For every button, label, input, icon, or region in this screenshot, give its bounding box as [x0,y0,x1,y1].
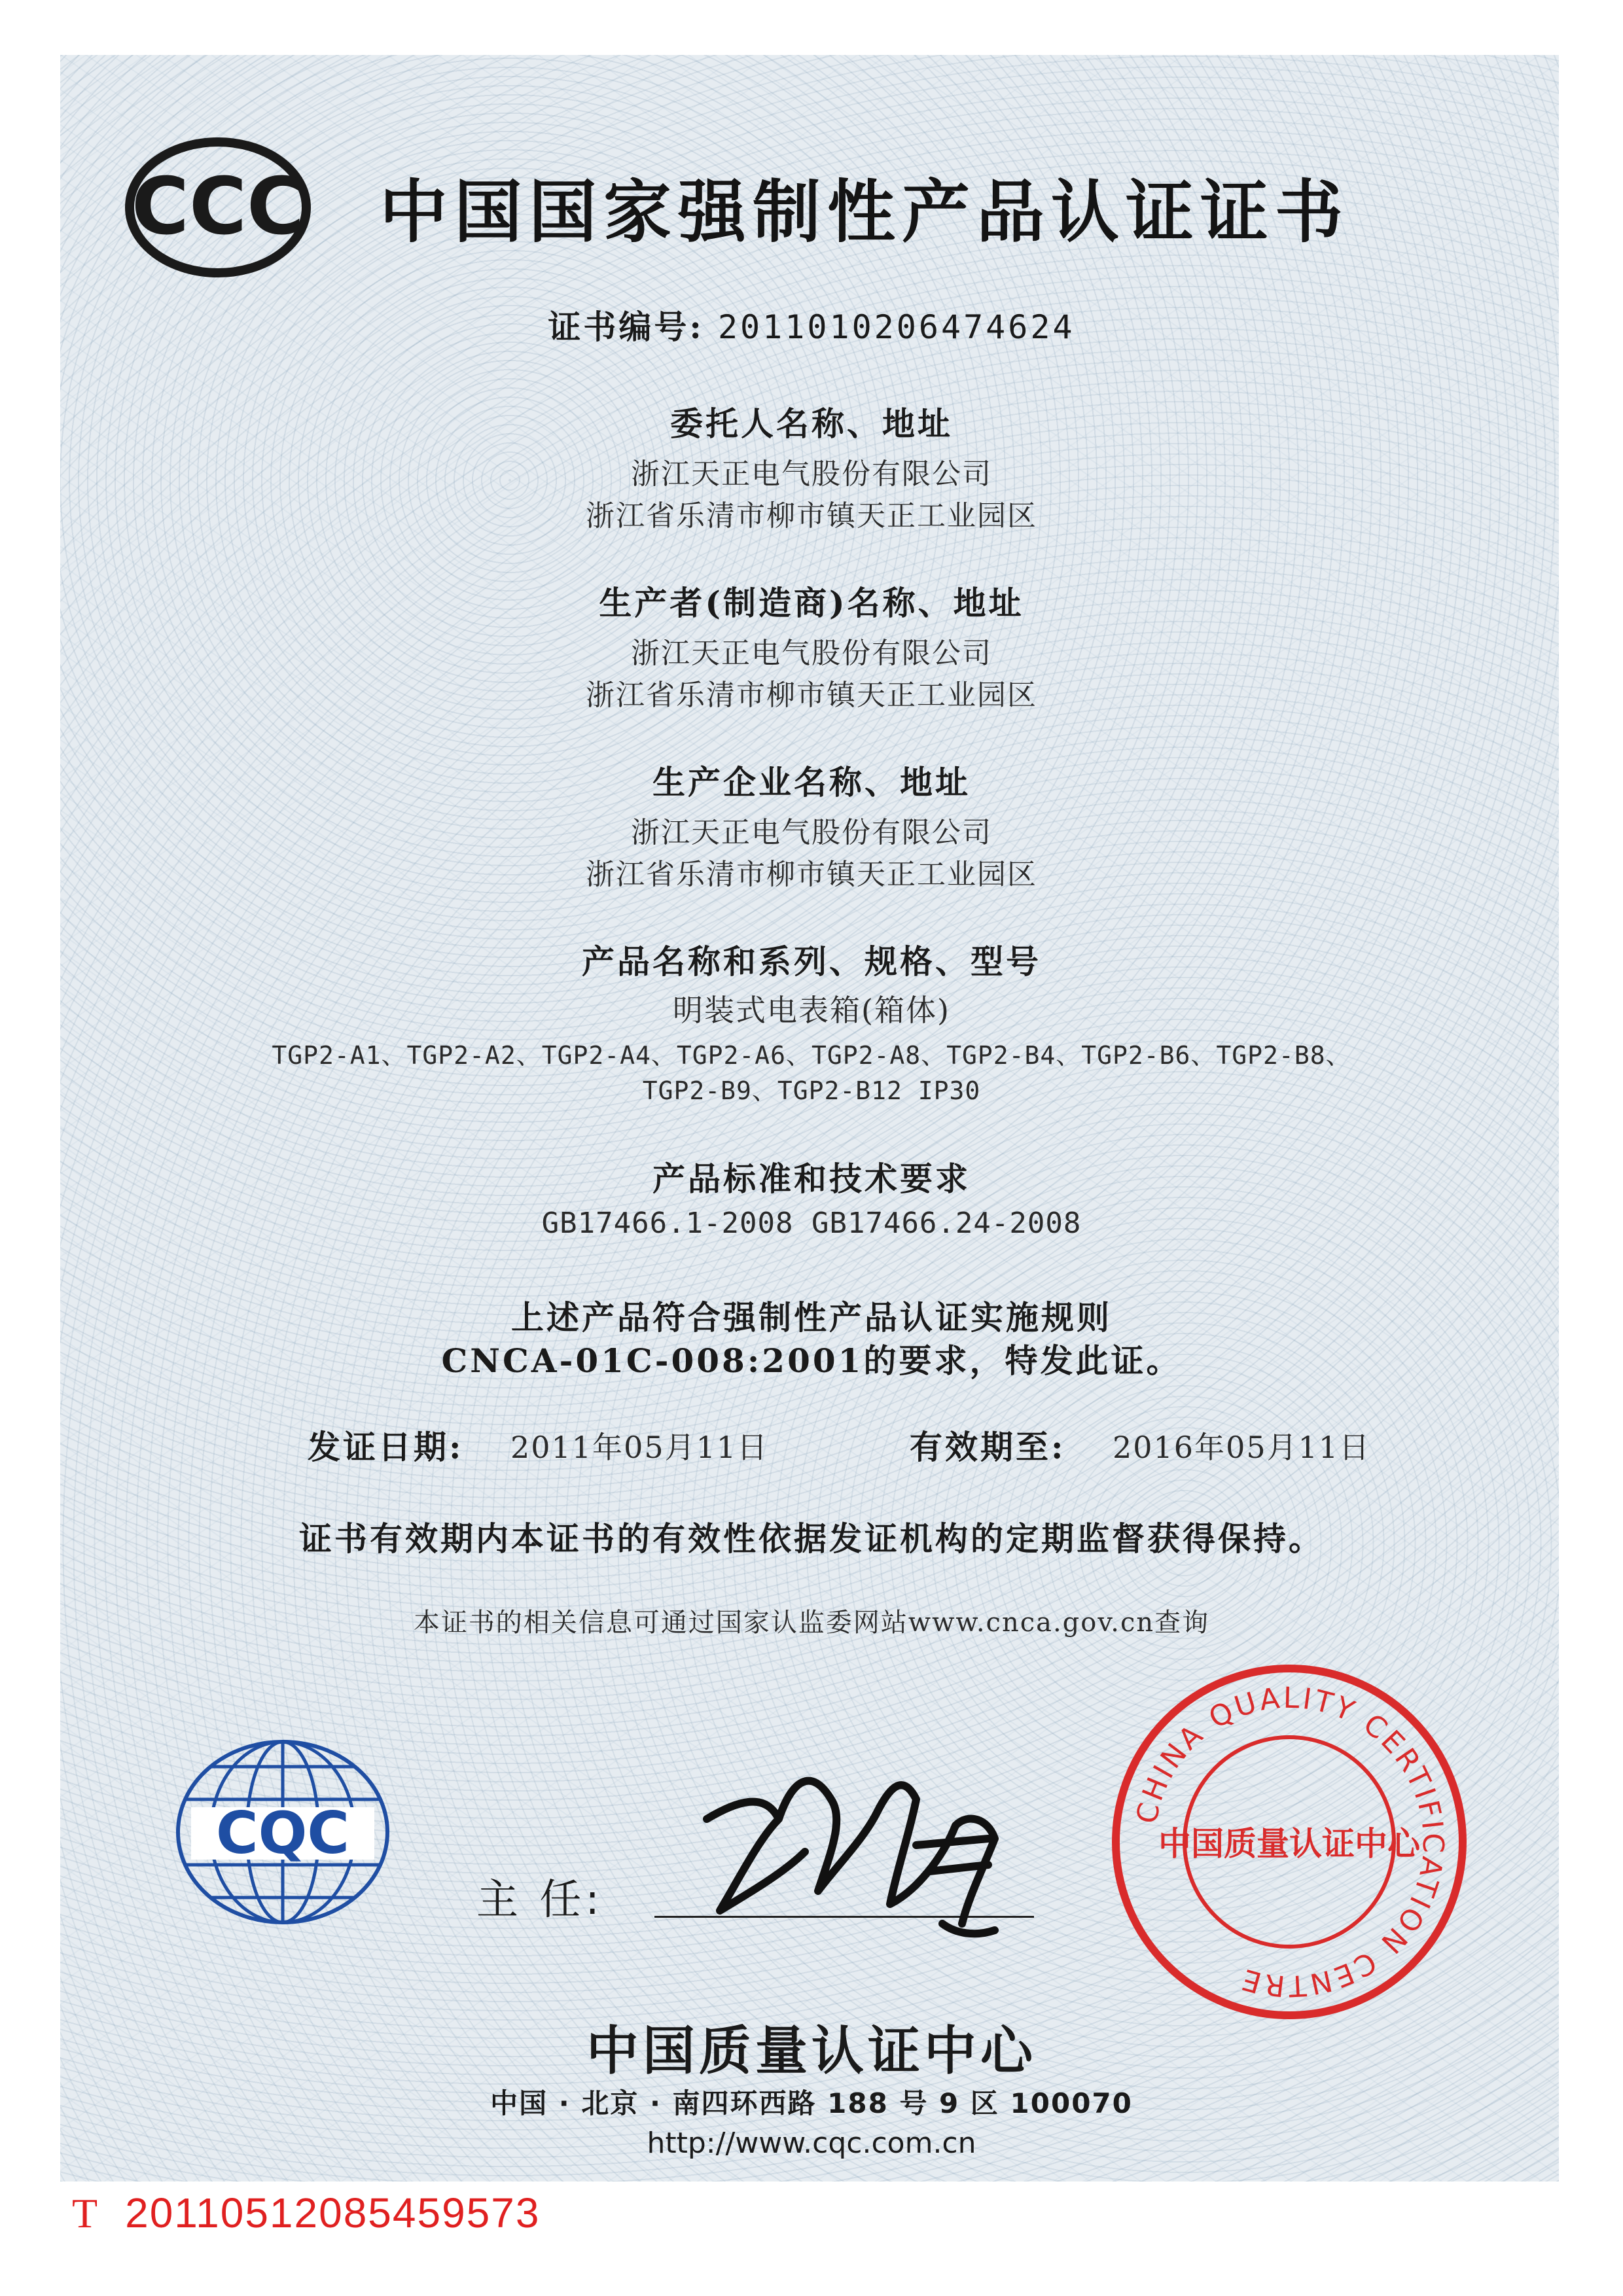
validity-note: 证书有效期内本证书的有效性依据发证机构的定期监督获得保持。 [299,1519,1324,1558]
footer-serial [72,2189,540,2238]
cert-number: 2011010206474624 [717,308,1075,346]
issue-date: 2011年05月11日 [510,1430,769,1465]
factory-address: 浙江省乐清市柳市镇天正工业园区 [586,858,1037,891]
serial-number: 20110512085459573 [125,2189,541,2236]
conformity-line2: CNCA-01C-008:2001的要求，特发此证。 [441,1341,1182,1380]
valid-until: 2016年05月11日 [1113,1430,1371,1465]
applicant-label: 委托人名称、地址 [670,404,953,443]
cqc-seal [1106,1659,1472,2025]
factory-label: 生产企业名称、地址 [652,763,971,802]
standards-label: 产品标准和技术要求 [652,1159,971,1198]
conformity-line1: 上述产品符合强制性产品认证实施规则 [511,1298,1112,1337]
cqc-logo [171,1734,394,1930]
ccc-logo-text: CCC [131,162,305,253]
applicant-name: 浙江天正电气股份有限公司 [631,457,992,491]
director-label: 主 任: [476,1876,603,1924]
issue-date-label: 发证日期: [308,1428,464,1466]
cert-number-row [0,301,1623,348]
product-models-line1: TGP2-A1、TGP2-A2、TGP2-A4、TGP2-A6、TGP2-A8、TGP2-B4、TGP2-B6、TGP2-B8、 [272,1041,1351,1070]
manufacturer-label: 生产者(制造商)名称、地址 [599,584,1024,622]
serial-prefix: T [72,2190,99,2236]
seal-inner-text: 中国质量认证中心 [1158,1824,1420,1863]
cqc-logo-text: CQC [216,1799,349,1867]
factory-name: 浙江天正电气股份有限公司 [631,816,992,849]
valid-until-label: 有效期至: [910,1428,1066,1466]
product-models-line2: TGP2-B9、TGP2-B12 IP30 [642,1076,981,1105]
manufacturer-name: 浙江天正电气股份有限公司 [631,637,992,670]
query-note: 本证书的相关信息可通过国家认监委网站www.cnca.gov.cn查询 [413,1608,1210,1638]
ccc-logo [123,134,313,281]
org-url: http://www.cqc.com.cn [647,2127,976,2160]
standards: GB17466.1-2008 GB17466.24-2008 [541,1207,1082,1240]
certificate-title: 中国国家强制性产品认证证书 [380,172,1350,252]
applicant-address: 浙江省乐清市柳市镇天正工业园区 [586,499,1037,533]
product-label: 产品名称和系列、规格、型号 [582,942,1041,981]
product-name: 明装式电表箱(箱体) [673,993,950,1028]
org-name: 中国质量认证中心 [586,2021,1037,2081]
org-address: 中国 · 北京 · 南四环西路 188 号 9 区 100070 [490,2087,1133,2119]
cert-number-label: 证书编号: [548,308,704,346]
seal-outer-text: CHINA QUALITY CERTIFICATION CENTRE [1130,1681,1450,2003]
director-signature [681,1740,1021,1950]
manufacturer-address: 浙江省乐清市柳市镇天正工业园区 [586,679,1037,712]
